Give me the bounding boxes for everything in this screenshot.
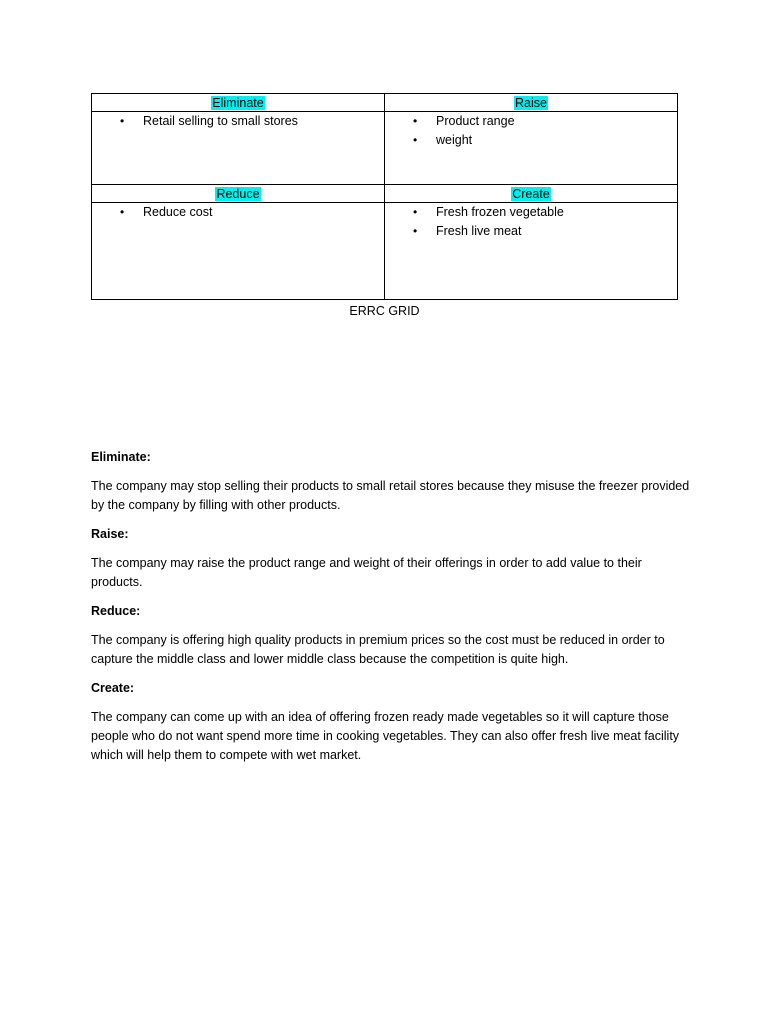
section-heading-reduce: Reduce: bbox=[91, 604, 141, 618]
grid-caption: ERRC GRID bbox=[349, 304, 420, 318]
bullet-icon: • bbox=[413, 132, 418, 147]
create-header-cell bbox=[385, 185, 678, 203]
section-text-raise: The company may raise the product range and weight of their offerings in order to add value to their products. bbox=[91, 556, 642, 589]
create-item-text: Fresh live meat bbox=[436, 223, 522, 238]
raise-item-text: weight bbox=[436, 132, 473, 147]
create-item bbox=[385, 203, 677, 222]
section-heading-eliminate: Eliminate: bbox=[91, 450, 151, 464]
raise-item bbox=[385, 131, 677, 150]
reduce-item bbox=[92, 203, 384, 222]
raise-item bbox=[385, 112, 677, 131]
section-text-eliminate: The company may stop selling their products to small retail stores because they misuse the freezer provided by the company by filling with other products. bbox=[91, 479, 690, 512]
eliminate-item-text: Retail selling to small stores bbox=[143, 114, 298, 128]
explanation-body bbox=[91, 448, 691, 775]
bullet-icon: • bbox=[413, 223, 418, 238]
section-heading-create: Create: bbox=[91, 681, 135, 695]
create-list bbox=[385, 203, 677, 240]
create-cell bbox=[385, 203, 678, 300]
raise-list bbox=[385, 112, 677, 149]
reduce-header: Reduce bbox=[216, 186, 260, 201]
section-heading-raise: Raise: bbox=[91, 527, 129, 541]
raise-item-text: Product range bbox=[436, 114, 515, 128]
reduce-item-text: Reduce cost bbox=[143, 205, 213, 219]
eliminate-cell bbox=[92, 112, 385, 185]
raise-header-cell bbox=[385, 94, 678, 112]
section-text-create: The company can come up with an idea of offering frozen ready made vegetables so it will capture those people who do not want spend more time in cooking vegetables. They can also offer fresh live meat facility which will help them to compete with wet market. bbox=[91, 710, 680, 762]
section-text-reduce: The company is offering high quality products in premium prices so the cost must be reduced in order to capture the middle class and lower middle class because the competition is quite high. bbox=[91, 633, 665, 666]
reduce-header-cell bbox=[92, 185, 385, 203]
eliminate-header-cell bbox=[92, 94, 385, 112]
raise-cell bbox=[385, 112, 678, 185]
bullet-icon: • bbox=[120, 205, 125, 219]
eliminate-list bbox=[92, 112, 384, 131]
bullet-icon: • bbox=[413, 114, 418, 128]
reduce-cell bbox=[92, 203, 385, 300]
bullet-icon: • bbox=[413, 205, 418, 219]
create-item-text: Fresh frozen vegetable bbox=[436, 205, 564, 219]
eliminate-header: Eliminate bbox=[212, 95, 264, 110]
reduce-list bbox=[92, 203, 384, 222]
errc-grid-table bbox=[91, 93, 678, 300]
raise-header: Raise bbox=[515, 95, 547, 110]
bullet-icon: • bbox=[120, 114, 125, 128]
create-header: Create bbox=[512, 186, 550, 201]
create-item bbox=[385, 222, 677, 241]
eliminate-item bbox=[92, 112, 384, 131]
